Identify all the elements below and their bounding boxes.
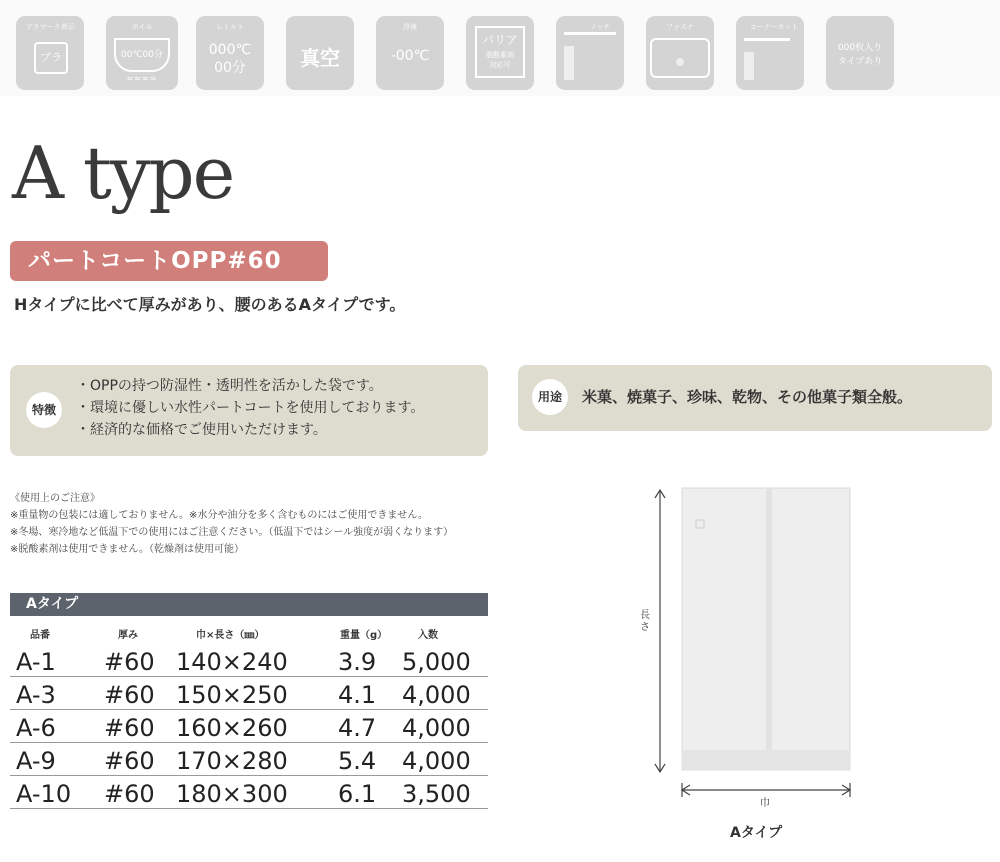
width-label: 巾 <box>760 798 770 809</box>
usage-text: 米菓、焼菓子、珍味、乾物、その他菓子類全般。 <box>582 388 913 406</box>
usage-box <box>518 365 992 431</box>
zipper-icon: ファスナ <box>646 16 714 90</box>
product-description: Hタイプに比べて厚みがあり、腰のあるAタイプです。 <box>14 295 406 314</box>
table-row: A-10 #60 180×300 6.1 3,500 <box>10 780 488 809</box>
caution-title: 《使用上のご注意》 <box>10 493 100 504</box>
bottom-seal <box>682 750 850 770</box>
vacuum-icon: 真空 <box>286 16 354 90</box>
notch-icon: ノッチ <box>556 16 624 90</box>
bag-diagram <box>640 480 870 820</box>
pack-count-icon: 000枚入り タイプあり <box>826 16 894 90</box>
usage-badge: 用途 <box>532 379 568 415</box>
table-row: A-6 #60 160×260 4.7 4,000 <box>10 714 488 743</box>
feature-item: ・環境に優しい水性パートコートを使用しております。 <box>76 400 425 416</box>
caution-line: ※脱酸素剤は使用できません。（乾燥剤は使用可能） <box>10 544 244 555</box>
feature-item: ・OPPの持つ防湿性・透明性を活かした袋です。 <box>76 378 383 394</box>
usage-caution <box>10 490 453 558</box>
table-row: A-9 #60 170×280 5.4 4,000 <box>10 747 488 776</box>
plastic-mark-icon: プラマーク表示 プラ <box>16 16 84 90</box>
table-row: A-1 #60 140×240 3.9 5,000 <box>10 648 488 677</box>
barrier-icon: バリア 脱酸素剤 対応可 <box>466 16 534 90</box>
diagram-caption: Aタイプ <box>730 825 783 841</box>
caution-line: ※冬場、寒冷地など低温下での使用にはご注意ください。（低温下ではシール強度が弱くなります） <box>10 527 454 538</box>
table-heading: Aタイプ <box>10 593 488 616</box>
material-label: パートコートOPP#60 <box>10 241 328 281</box>
features-box <box>10 365 488 456</box>
back-seal <box>766 488 772 770</box>
flame-icon: ≈≈≈≈ <box>126 74 158 83</box>
feature-item: ・経済的な価格でご使用いただけます。 <box>76 422 327 438</box>
caution-line: ※重量物の包装には適しておりません。※水分や油分を多く含むものにはご使用できません。 <box>10 510 428 521</box>
features-badge: 特徴 <box>26 392 62 428</box>
column-header: 厚み <box>118 630 138 641</box>
page-title: A type <box>12 131 234 215</box>
boil-icon: ボイル 00℃00分 ≈≈≈≈ <box>106 16 178 90</box>
length-label: 長さ <box>640 610 650 633</box>
column-header: 入数 <box>418 630 438 641</box>
column-header: 重量（g） <box>340 630 388 641</box>
features-list <box>76 375 424 441</box>
table-row: A-3 #60 150×250 4.1 4,000 <box>10 681 488 710</box>
feature-icon-strip <box>0 0 1000 96</box>
column-header: 品番 <box>30 630 50 641</box>
corner-cut-icon: コーナーカット <box>736 16 804 90</box>
freeze-icon: 冷凍 -00℃ <box>376 16 444 90</box>
retort-icon: レトルト 000℃ 00分 <box>196 16 264 90</box>
column-header: 巾×長さ（㎜） <box>196 630 265 641</box>
